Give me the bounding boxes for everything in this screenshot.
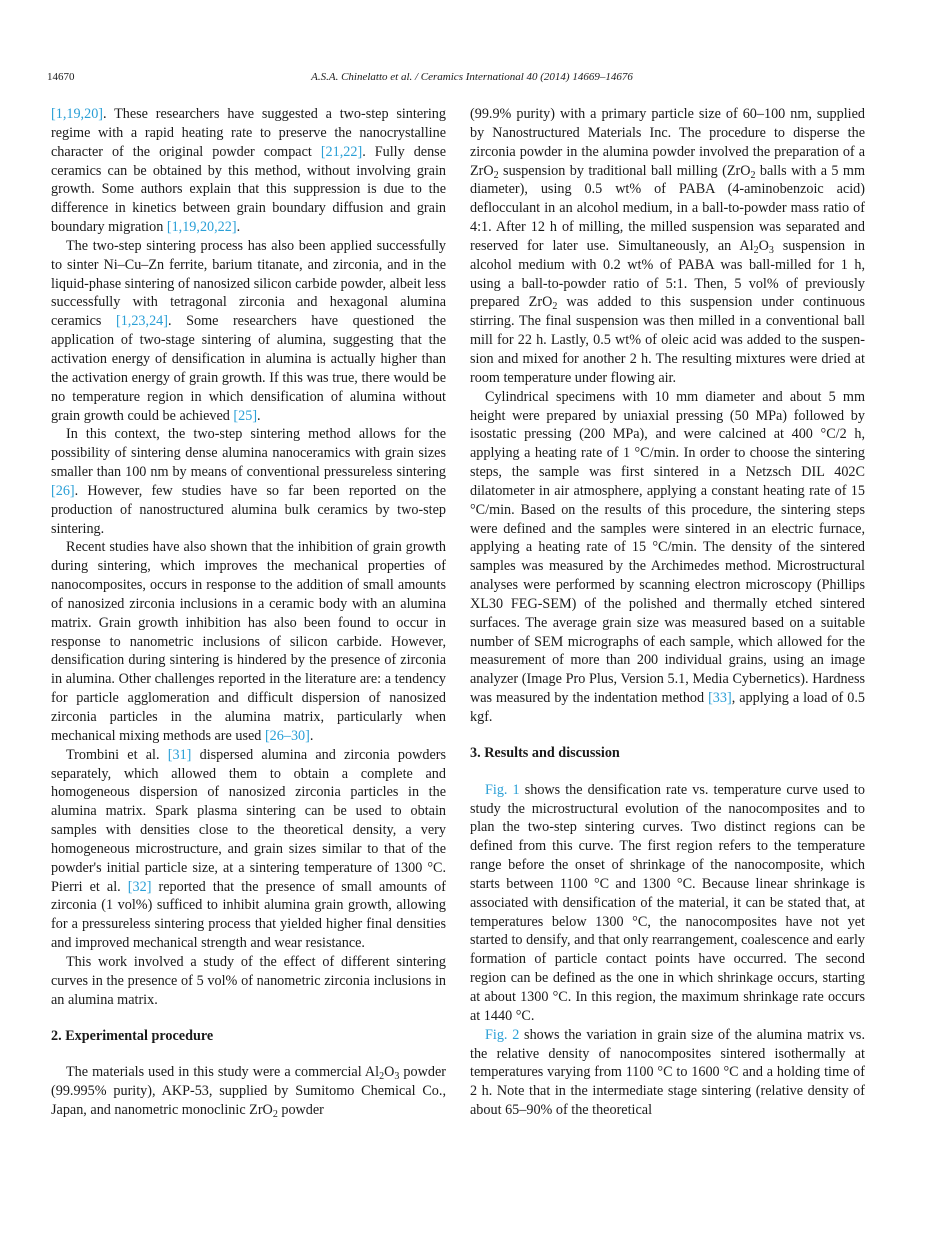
paragraph	[51, 953, 446, 1010]
citation-link[interactable]: [32]	[127, 878, 152, 895]
text: . However, few studies have so far been reported on the production of nanostructured alumina bulk ceramics by two-step sintering.	[51, 482, 446, 537]
text: was added to this suspension under continuous stirring. The final suspension was then milled in a conventional ball mill for 22 h. Lastly, 0.5 wt% of oleic acid was added to the suspension and mixed for another 2 h. The resulting mixtures were dried at room temperature under flowing air.	[470, 294, 865, 386]
paragraph	[470, 1026, 865, 1120]
paragraph	[51, 237, 446, 425]
text: .	[309, 727, 314, 744]
section-heading: 3. Results and discussion	[470, 744, 620, 761]
text: . Some researchers have questioned the application of two-stage sintering of alumina, suggesting that the activation energy of densification in alumina is actually higher than the activation energy of grain growth. If this was true, there would be no temperature region in which densification of alumina without grain growth could be achieved	[51, 313, 446, 424]
text: In this context, the two-step sintering method allows for the possibility of sintering dense alumina nanoceramics with grain sizes smaller than 100 nm by means of conventional pressureless sintering	[51, 426, 446, 481]
subscript: 2	[750, 169, 756, 181]
citation-link[interactable]: [1,23,24]	[115, 313, 168, 330]
subscript: 2	[272, 1109, 278, 1121]
text: Trombini et al.	[66, 746, 168, 763]
text: , applying a load of 0.5 kgf.	[470, 690, 865, 725]
page-number: 14670	[47, 71, 75, 83]
text: . These researchers have suggested a two-step sintering regime with a rapid heating rate to preserve the nanocrystalline character of the original powder compact	[51, 106, 446, 160]
paragraph	[51, 1063, 446, 1120]
citation-link[interactable]: [1,19,20]	[51, 106, 104, 122]
text: reported that the presence of small amounts of zirconia (1 vol%) sufficed to inhibit alumina grain growth, allowing for a pressureless sintering process that yielded higher final densities and improved mechanical strength and wear resistance.	[51, 878, 446, 952]
paragraph	[51, 105, 446, 237]
text: . Fully dense ceramics can be obtained by this method, without involving grain growth. Some authors explain that this suppression is due to the difference in kinetics between grain boundary diffusion and grain boundary migration	[51, 143, 447, 236]
text: suspension by traditional ball milling (ZrO	[498, 162, 751, 179]
text: dispersed alumina and zirconia powders separately, which allowed them to obtain a complete and homogeneous dispersion of nanosized zirconia particles in the alumina matrix. Spark plasma sintering can be used to obtain samples with densities close to the theoretical density, a very homogeneous microstructure, and grain sizes similar to that of the powder's initial particle size, at a sintering temperature of 1300 °C. Pierri et al.	[51, 746, 446, 895]
text: balls with a 5 mm diameter), using 0.5 wt% of PABA (4-aminobenzoic acid) deflocculant in an alcohol medium, in a ball-to-powder mass ratio of 4:1. After 12 h of milling, the milled suspension was separated and reserved for later use. Simultaneously, an Al	[470, 162, 865, 254]
text: powder (99.995% purity), AKP-53, supplied by Sumitomo Chemical Co., Japan, and nanometric monoclinic ZrO	[51, 1064, 446, 1119]
subscript: 2	[552, 301, 558, 313]
text: Cylindrical specimens with 10 mm diameter and about 5 mm height were prepared by uniaxial pressing (50 MPa) followed by isostatic pressing (200 MPa), and were calcined at 400 °C/2 h, applying a heating rate of 1 °C/min. In order to choose the sintering steps, the sample was first sintered in a Netzsch DIL 402C dilatometer in air atmosphere, applying a constant heating rate of 15 °C/min. Based on the results of this procedure, the sintering steps were defined and the samples were sintered in an electric furnace, applying a heating rate of 15 °C/min. The density of the sintered samples was measured by the Archimedes method. Microstructural analyses were performed by scanning electron microscopy (Phillips XL30 FEG-SEM) of the polished and thermally etched sintered surfaces. The average grain size was measured based on a suitable number of SEM micrographs of each sample, which allowed for the measurement of more than 200 individual grains, using an image analyzer (Image Pro Plus, Version 5.1, Media Cybernetics). Hardness was measured by the indentation method	[470, 388, 865, 707]
text: (99.9% purity) with a primary particle size of 60–100 nm, supplied by Nanostructured Materials Inc. The procedure to disperse the zirconia powder in the alumina powder involved the preparation of a ZrO	[470, 106, 865, 179]
figure-link[interactable]: Fig. 1	[485, 781, 520, 798]
text: .	[257, 407, 261, 424]
paragraph	[51, 538, 446, 745]
text: The two-step sintering process has also been applied successfully to sinter Ni–Cu–Zn ferrite, barium titanate, and zirconia, and in the liquid-phase sintering of nanosized silicon carbide powder, albeit less successfully with tetragonal zirconia and hexagonal alumina ceramics	[51, 237, 446, 330]
right-column	[470, 105, 865, 1120]
subscript: 3	[768, 244, 774, 256]
paragraph	[51, 425, 446, 538]
citation-link[interactable]: [25]	[233, 407, 258, 424]
text: suspension in alcohol medium with 0.2 wt% of PABA was ball-milled for 1 h, using a ball-to-powder ratio of 5:1. Then, 5 vol% of previously prepared ZrO	[470, 237, 866, 311]
figure-link[interactable]: Fig. 2	[485, 1026, 520, 1043]
citation-link[interactable]: [26–30]	[264, 727, 310, 744]
text: The materials used in this study were a commercial Al	[66, 1064, 380, 1081]
citation-link[interactable]: [21,22]	[320, 143, 363, 160]
citation-link[interactable]: [1,19,20,22]	[166, 219, 237, 236]
text: This work involved a study of the effect of different sintering curves in the presence of 5 vol% of nanometric zirconia inclusions in an alumina matrix.	[51, 953, 446, 1008]
citation-link[interactable]: [26]	[51, 482, 75, 499]
citation-link[interactable]: [31]	[167, 746, 192, 763]
text: O	[384, 1064, 395, 1081]
text: shows the variation in grain size of the alumina matrix vs. the relative density of nanocomposites sintered isothermally at temperatures varying from 1100 °C to 1600 °C and a holding time of 2 h. Note that in the intermediate stage sintering (relative density of about 65–90% of the theoretical	[470, 1026, 865, 1119]
running-head: A.S.A. Chinelatto et al. / Ceramics International 40 (2014) 14669–14676	[311, 71, 633, 83]
text: Recent studies have also shown that the inhibition of grain growth during sintering, which improves the mechanical properties of nanocomposites, occurs in response to the addition of small amounts of nanosized zirconia inclusions in a ceramic body with an alumina matrix. Grain growth inhibition has also been found to occur in response to nanometric inclusions of silicon carbide. However, densification during sintering is hindered by the presence of zirconia in alumina. Other challenges reported in the literature are: a tendency for particle agglomeration and difficult dispersion of nanosized zirconia particles in the alumina matrix, particularly when mechanical mixing methods are used	[51, 539, 446, 744]
paragraph	[470, 388, 865, 727]
text: shows the densification rate vs. temperature curve used to study the microstructural evolution of the nanocomposites and to plan the two-step sintering curves. Two distinct regions can be defined from this curve. The first region refers to the temperature range before the onset of shrinkage of the nanocomposite, which starts between 1100 °C and 1300 °C. Because linear shrinkage is associated with densification of the material, it can be stated that, at temperatures below 1300 °C, the nanocomposites have not yet started to densify, and that only rearrangement, coalescence and early formation of particle contact points have occurred. The second region can be defined as the one in which shrinkage occurs, starting at about 1300 °C. In this region, the maximum shrinkage rate occurs at 1440 °C.	[470, 781, 865, 1024]
page-header	[47, 71, 877, 89]
section-heading: 2. Experimental procedure	[51, 1027, 214, 1044]
citation-link[interactable]: [33]	[708, 690, 732, 707]
paragraph	[51, 746, 446, 953]
left-column	[51, 105, 446, 1120]
paragraph	[470, 781, 865, 1026]
subscript: 3	[394, 1071, 400, 1083]
subscript: 2	[379, 1071, 385, 1083]
text: O	[758, 237, 769, 254]
paragraph	[470, 105, 865, 388]
subscript: 2	[493, 169, 499, 181]
text: .	[236, 219, 241, 236]
text: powder	[277, 1102, 324, 1119]
subscript: 2	[753, 244, 759, 256]
